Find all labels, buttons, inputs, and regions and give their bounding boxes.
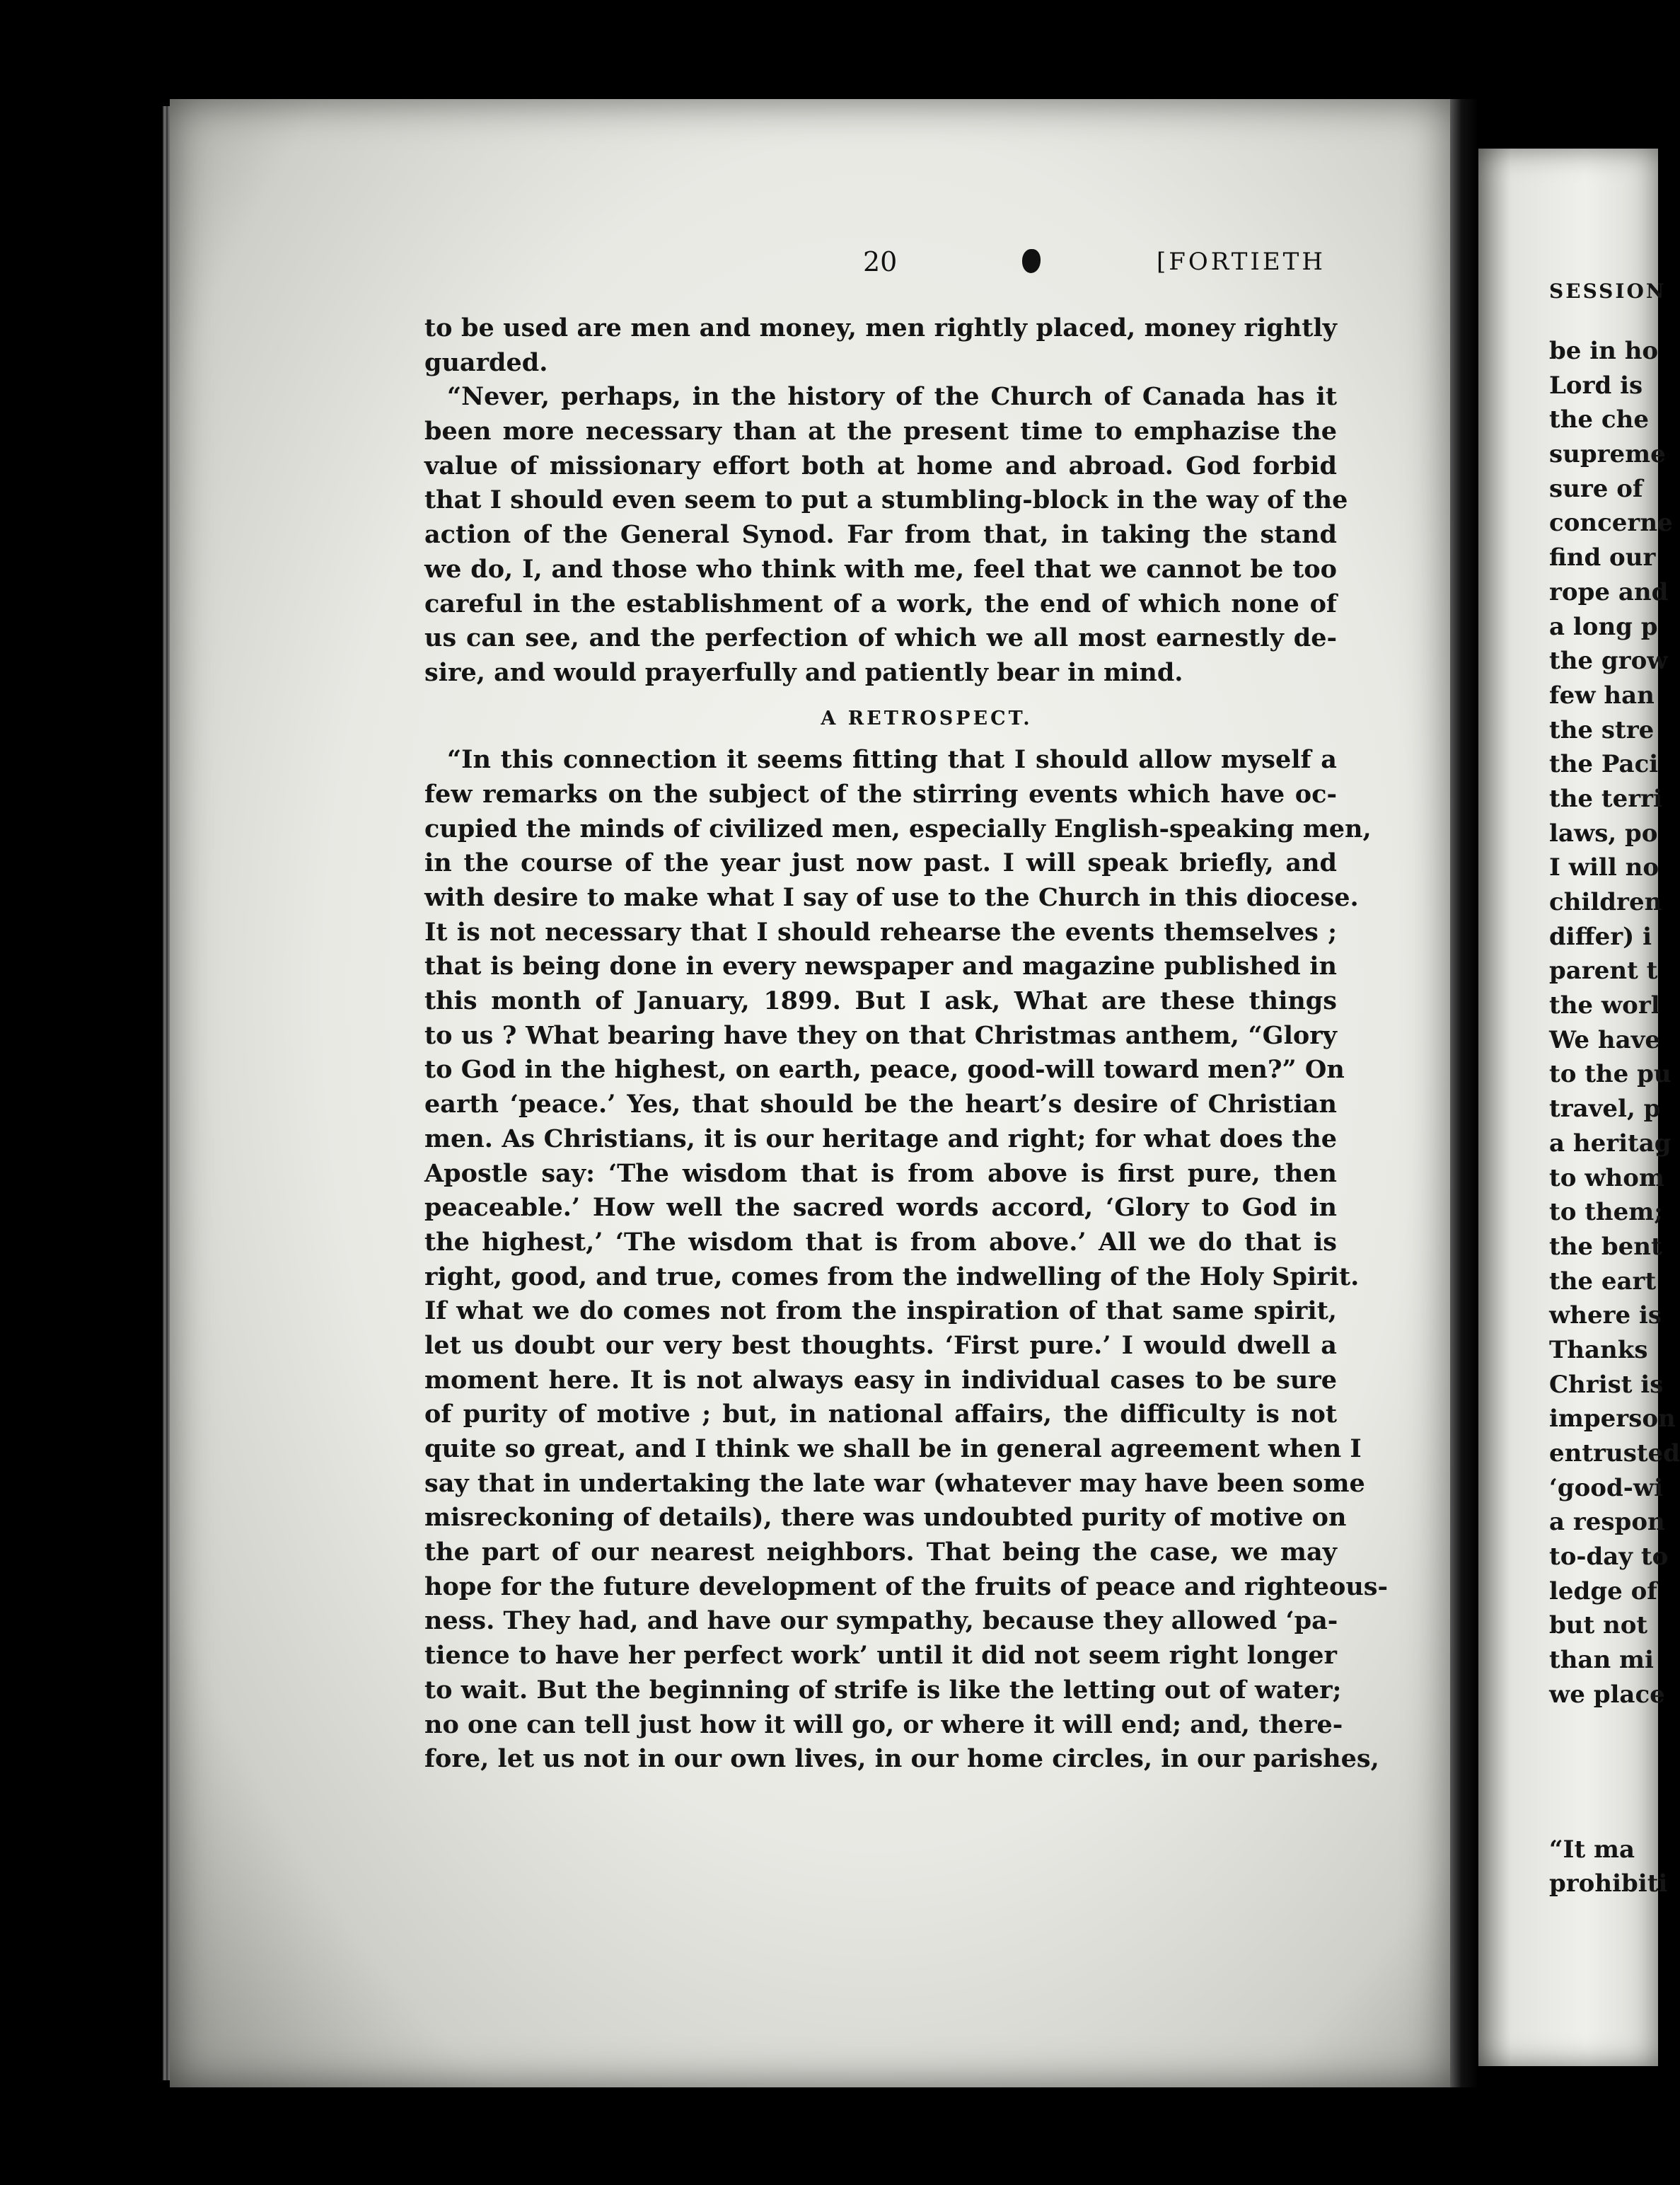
right-text-line: where is: [1549, 1301, 1662, 1330]
text-line: this month of January, 1899. But I ask, What are these things: [424, 986, 1337, 1016]
text-line: no one can tell just how it will go, or where it will end; and, there-: [424, 1710, 1343, 1739]
text-line: tience to have her perfect work’ until it did not seem right longer: [424, 1641, 1337, 1671]
text-line: Apostle say: ‘The wisdom that is from above is first pure, then: [424, 1158, 1337, 1188]
right-text-line: ‘good-wi: [1549, 1473, 1664, 1502]
text-line: fore, let us not in our own lives, in our home circles, in our parishes,: [424, 1744, 1379, 1774]
right-text-line: travel, p: [1549, 1095, 1661, 1124]
right-text-line: to-day to: [1549, 1543, 1669, 1572]
text-line: few remarks on the subject of the stirring events which have oc-: [424, 779, 1337, 809]
right-text-line: but not: [1549, 1611, 1648, 1640]
text-line: If what we do comes not from the inspiration of that same spirit,: [424, 1296, 1337, 1326]
section-heading: A RETROSPECT.: [821, 707, 1033, 730]
text-line: been more necessary than at the present time to emphazise the: [424, 417, 1337, 446]
right-text-line: We have: [1549, 1025, 1661, 1054]
right-text-line: the Paci: [1549, 750, 1659, 779]
running-head: [FORTIETH: [1157, 248, 1326, 276]
right-running-head: SESSION: [1549, 279, 1667, 303]
text-line: to us ? What bearing have they on that Christmas anthem, “Glory: [424, 1020, 1337, 1050]
text-line: to be used are men and money, men rightly placed, money rightly: [424, 313, 1337, 342]
text-line: us can see, and the perfection of which we all most earnestly de-: [424, 623, 1337, 653]
right-text-line: the eart: [1549, 1267, 1657, 1296]
right-text-line: a long p: [1549, 612, 1658, 641]
text-line: to wait. But the beginning of strife is like the letting out of water;: [424, 1675, 1342, 1705]
paragraph-group-retrospect: [424, 743, 1388, 1777]
right-text-line: I will no: [1549, 853, 1659, 882]
right-text-line: concerne: [1549, 509, 1673, 538]
text-line: of purity of motive ; but, in national affairs, the difficulty is not: [424, 1400, 1337, 1429]
right-text-line: the grow: [1549, 647, 1668, 676]
text-line: earth ‘peace.’ Yes, that should be the heart’s desire of Christian: [424, 1090, 1337, 1119]
right-text-line: children: [1549, 888, 1662, 916]
right-text-line: the terri: [1549, 784, 1662, 813]
text-line: that I should even seem to put a stumbling-block in the way of the: [424, 485, 1348, 515]
right-text-line: be in ho: [1549, 337, 1659, 365]
text-line: cupied the minds of civilized men, especially English-speaking men,: [424, 814, 1372, 843]
text-line: the highest,’ ‘The wisdom that is from above.’ All we do that is: [424, 1227, 1337, 1257]
text-line: action of the General Synod. Far from that, in taking the stand: [424, 520, 1337, 550]
text-line: let us doubt our very best thoughts. ‘First pure.’ I would dwell a: [424, 1330, 1337, 1360]
right-text-line: rope and: [1549, 577, 1669, 606]
right-text-line: sure of: [1549, 474, 1643, 503]
right-text-line: prohibiti: [1549, 1869, 1668, 1898]
right-text-line: Thanks: [1549, 1335, 1648, 1364]
text-line: misreckoning of details), there was undoubted purity of motive on: [424, 1503, 1347, 1533]
text-line: in the course of the year just now past. I will speak briefly, and: [424, 848, 1337, 878]
text-line: we do, I, and those who think with me, feel that we cannot be too: [424, 554, 1337, 584]
right-text-line: entrusted: [1549, 1439, 1680, 1468]
text-line: that is being done in every newspaper and magazine published in: [424, 952, 1337, 981]
body-text: [424, 311, 1388, 1777]
right-text-line: the bent: [1549, 1232, 1662, 1261]
paragraph-group-intro: [424, 311, 1348, 691]
right-text-line: supreme: [1549, 440, 1666, 469]
right-text-line: the stre: [1549, 715, 1655, 744]
text-line: with desire to make what I say of use to the Church in this diocese.: [424, 883, 1359, 912]
text-line: the part of our nearest neighbors. That being the case, we may: [424, 1538, 1337, 1567]
right-text-line: to them;: [1549, 1198, 1663, 1227]
book-gutter: [1450, 99, 1478, 2087]
right-text-line: the che: [1549, 405, 1649, 434]
text-line: “In this connection it seems fitting that I should allow myself a: [447, 745, 1337, 775]
right-page-gap: [1549, 1712, 1658, 1833]
right-text-line: find our: [1549, 543, 1656, 572]
right-text-line: than mi: [1549, 1646, 1654, 1675]
text-line: guarded.: [424, 347, 548, 377]
right-text-line: we place: [1549, 1680, 1665, 1709]
text-line: ness. They had, and have our sympathy, because they allowed ‘pa-: [424, 1606, 1338, 1636]
text-line: right, good, and true, comes from the indwelling of the Holy Spirit.: [424, 1262, 1360, 1291]
right-page-lines: [1549, 334, 1680, 1712]
right-text-line: Lord is: [1549, 371, 1643, 400]
text-line: “Never, perhaps, in the history of the Church of Canada has it: [447, 382, 1337, 412]
right-text-line: to whom: [1549, 1163, 1664, 1192]
page-number: 20: [863, 246, 898, 277]
text-line: say that in undertaking the late war (whatever may have been some: [424, 1468, 1365, 1498]
text-line: careful in the establishment of a work, the end of which none of: [424, 589, 1337, 618]
right-text-line: imperson: [1549, 1405, 1676, 1434]
right-text-line: differ) i: [1549, 922, 1652, 951]
right-text-line: Christ is: [1549, 1370, 1664, 1399]
text-line: It is not necessary that I should rehearse the events themselves ;: [424, 917, 1337, 947]
right-text-line: parent t: [1549, 957, 1658, 986]
right-text-line: laws, po: [1549, 819, 1658, 848]
right-text-line: “It ma: [1549, 1835, 1635, 1864]
text-line: hope for the future development of the fruits of peace and righteous-: [424, 1572, 1388, 1601]
right-text-line: ledge of: [1549, 1576, 1657, 1605]
text-line: sire, and would prayerfully and patiently bear in mind.: [424, 657, 1183, 687]
text-line: peaceable.’ How well the sacred words accord, ‘Glory to God in: [424, 1193, 1337, 1223]
right-text-line: a heritag: [1549, 1129, 1672, 1158]
ink-blot-mark: [1022, 249, 1041, 273]
text-line: quite so great, and I think we shall be in general agreement when I: [424, 1434, 1362, 1463]
right-text-line: the worl: [1549, 991, 1660, 1020]
text-line: to God in the highest, on earth, peace, good-will toward men?” On: [424, 1055, 1345, 1085]
text-line: moment here. It is not always easy in individual cases to be sure: [424, 1365, 1337, 1395]
right-page-text: [1549, 275, 1680, 1901]
page-header: [424, 246, 1337, 282]
right-page-bottom-lines: [1549, 1833, 1668, 1901]
text-line: men. As Christians, it is our heritage and right; for what does the: [424, 1124, 1337, 1153]
right-text-line: to the pu: [1549, 1060, 1672, 1089]
text-line: value of missionary effort both at home and abroad. God forbid: [424, 451, 1337, 480]
right-text-line: few han: [1549, 681, 1655, 710]
right-text-line: a respon: [1549, 1508, 1665, 1537]
